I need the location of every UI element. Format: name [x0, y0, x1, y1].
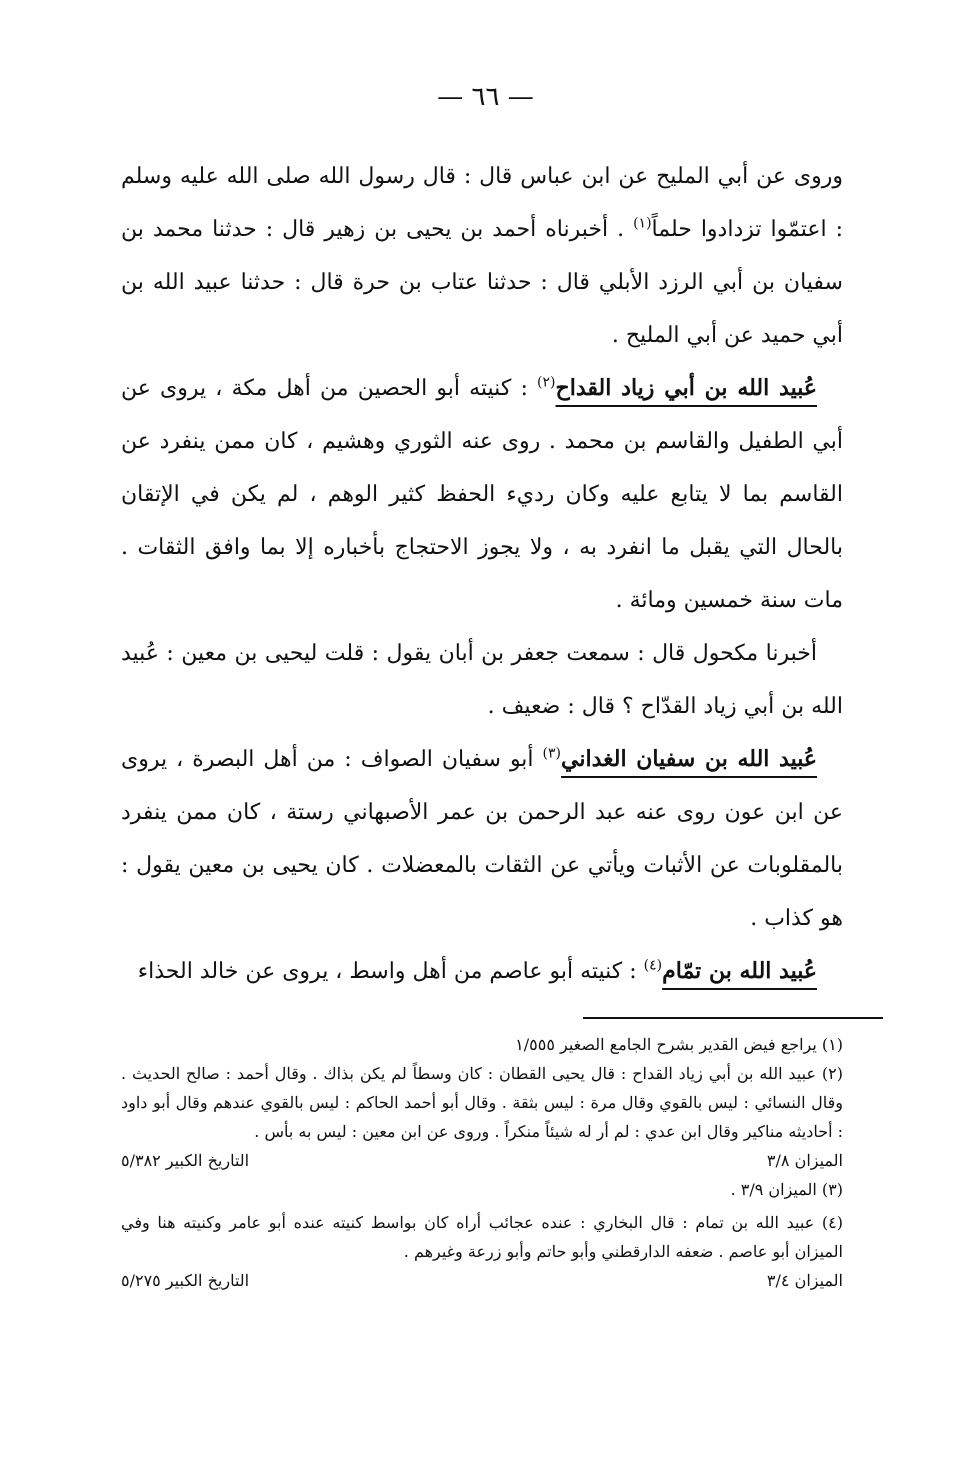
entry-ghudani [121, 733, 843, 945]
footnote-2-refs [121, 1146, 843, 1175]
footnote-4-refs [121, 1266, 843, 1295]
makhul-text: أخبرنا مكحول قال : سمعت جعفر بن أبان يقول : قلت ليحيى بن معين : عُبيد الله بن أبي زياد القدّاح ؟ قال : ضعيف . [121, 641, 843, 719]
hadith-text: وروى عن أبي المليح عن ابن عباس قال : قال رسول الله صلى الله عليه وسلم : اعتمّوا تزدادوا حلماً [121, 164, 843, 242]
entry-text-qaddah: : كنيته أبو الحصين من أهل مكة ، يروى عن أبي الطفيل والقاسم بن محمد . روى عنه الثوري وهشيم ، كان ممن ينفرد عن القاسم بما لا يتابع عليه وكان رديء الحفظ كثير الوهم ، لم يكن في الإتقان بالحال التي يقبل ما انفرد به ، ولا يجوز الاحتجاج بأخباره إلا بما وافق الثقات . مات سنة خمسين ومائة . [121, 376, 843, 613]
paragraph-hadith [121, 150, 843, 362]
main-text [121, 150, 843, 998]
entry-qaddah [121, 362, 843, 627]
entry-name-qaddah: عُبيد الله بن أبي زياد القداح [555, 375, 818, 401]
paragraph-makhul [121, 627, 843, 733]
footnotes [121, 1030, 843, 1295]
footnote-ref-2: (٢) [537, 374, 556, 391]
entry-name-ghudani: عُبيد الله بن سفيان الغداني [561, 746, 817, 772]
footnote-2: (٢) عبيد الله بن أبي زياد القداح : قال يحيى القطان : كان وسطاً لم يكن بذاك . وقال أحمد : صالح الحديث . وقال النسائي : ليس بالقوي وقال مرة : ليس بثقة . وقال أبو أحمد الحاكم : ليس بالقوي عندهم وقال أبو داود : أحاديثه مناكير وقال ابن عدي : لم أر له شيئاً منكراً . وروى عن ابن معين : ليس به بأس . [121, 1064, 843, 1141]
entry-text-ghudani: أبو سفيان الصواف : من أهل البصرة ، يروى عن ابن عون روى عنه عبد الرحمن بن عمر الأصبهاني رستة ، كان ممن ينفرد بالمقلوبات عن الأثبات ويأتي عن الثقات بالمعضلات . كان يحيى بن معين يقول : هو كذاب . [121, 747, 843, 931]
footnote-2-ref-mizan: الميزان ٣/٨ [766, 1151, 843, 1170]
footnote-ref-4: (٤) [643, 957, 663, 974]
hadith-isnad: . أخبرناه أحمد بن يحيى بن زهير قال : حدثنا محمد بن سفيان بن أبي الرزد الأبلي قال : حدثنا عتاب بن حرة قال : حدثنا عبيد الله بن أبي حميد عن أبي المليح . [121, 217, 843, 348]
footnote-2-ref-tarikh: التاريخ الكبير ٥/٣٨٢ [121, 1151, 250, 1170]
footnote-4-ref-tarikh: التاريخ الكبير ٥/٢٧٥ [121, 1271, 250, 1290]
footnote-ref-3: (٣) [542, 745, 562, 762]
footnote-divider [583, 1017, 883, 1019]
footnote-4: (٤) عبيد الله بن تمام : قال البخاري : عنده عجائب أراه كان بواسط كنيته عنده أبو عامر وكنيته هنا وفي الميزان أبو عاصم . ضعفه الدارقطني وأبو حاتم وأبو زرعة وغيرهم . [121, 1213, 843, 1261]
footnote-4-ref-mizan: الميزان ٣/٤ [766, 1271, 843, 1290]
entry-text-tammam: : كنيته أبو عاصم من أهل واسط ، يروى عن خالد الحذاء [137, 959, 644, 984]
entry-name-tammam: عُبيد الله بن تمّام [662, 958, 817, 984]
footnote-ref-1: (١) [633, 215, 652, 232]
footnote-3: (٣) الميزان ٣/٩ . [730, 1180, 843, 1199]
page-number: — ٦٦ — [437, 82, 534, 112]
entry-tammam [121, 945, 843, 998]
footnote-1: (١) يراجع فيض القدير بشرح الجامع الصغير ١/٥٥٥ [515, 1035, 843, 1054]
